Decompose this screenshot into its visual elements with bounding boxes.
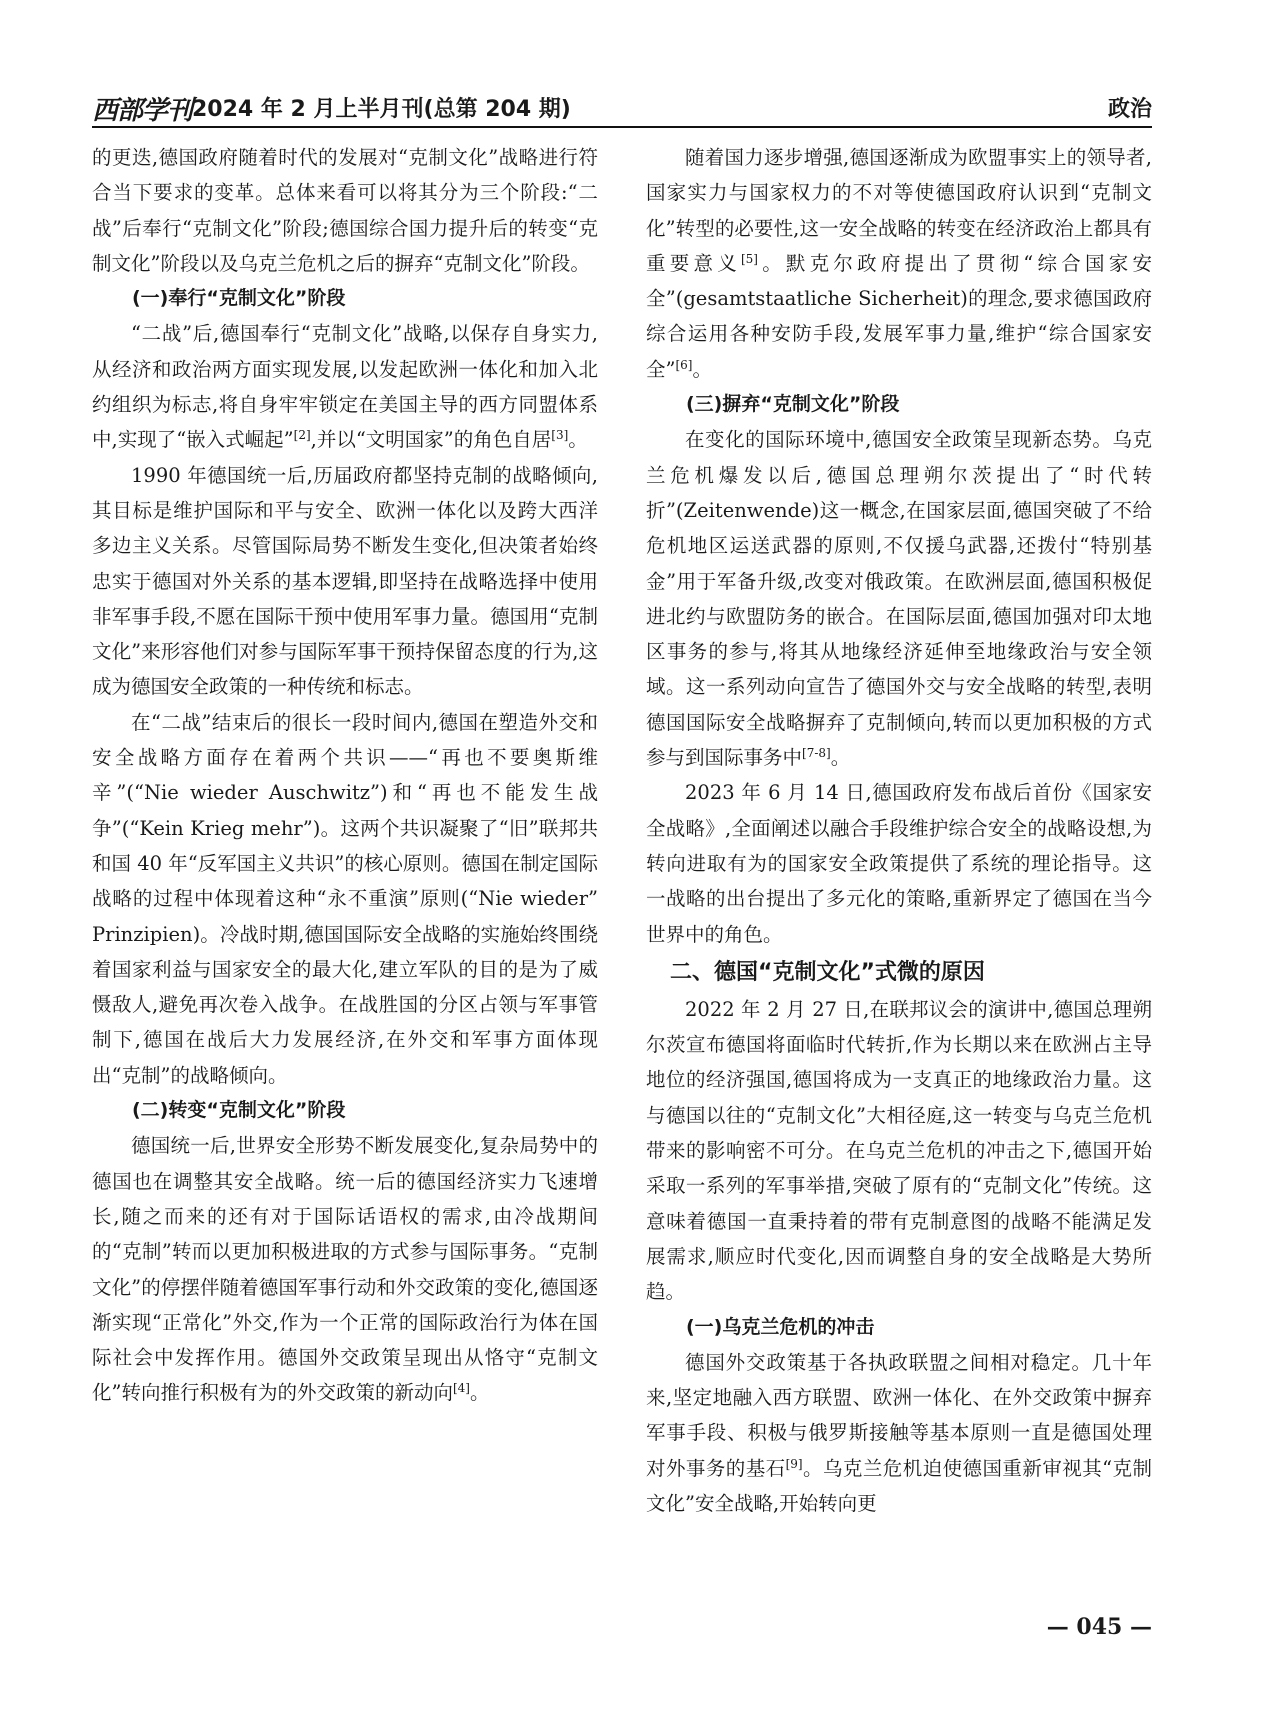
issue-info: 2024 年 2 月上半月刊(总第 204 期) [192, 97, 571, 122]
citation-mark[interactable]: [2] [293, 428, 311, 443]
citation-mark[interactable]: [4] [452, 1381, 470, 1396]
header-rule [92, 126, 1152, 128]
citation-mark[interactable]: [5] [740, 251, 758, 266]
citation-mark[interactable]: [9] [785, 1456, 803, 1471]
paragraph: 在变化的国际环境中,德国安全政策呈现新态势。乌克兰危机爆发以后,德国总理朔尔茨提出了“时代转折”(Zeitenwende)这一概念,在国家层面,德国突破了不给危机地区运送武器的原则,不仅援乌武器,还拨付“特别基金”用于军备升级,改变对俄政策。在欧洲层面,德国积极促进北约与欧盟防务的嵌合。在国际层面,德国加强对印太地区事务的参与,将其从地缘经济延伸至地缘政治与安全领域。这一系列动向宣告了德国外交与安全战略的转型,表明德国国际安全战略摒弃了克制倾向,转而以更加积极的方式参与到国际事务中[7-8]。 [646, 428, 1152, 770]
section-label: 政治 [1107, 97, 1152, 122]
section-heading: 二、德国“克制文化”式微的原因 [670, 959, 985, 985]
subsection-heading: (一)奉行“克制文化”阶段 [132, 287, 346, 310]
paragraph: 随着国力逐步增强,德国逐渐成为欧盟事实上的领导者,国家实力与国家权力的不对等使德国政府认识到“克制文化”转型的必要性,这一安全战略的转变在经济政治上都具有重要意义[5]。默克尔政府提出了贯彻“综合国家安全”(gesamtstaatliche Sicherheit)的理念,要求德国政府综合运用各种安防手段,发展军事力量,维护“综合国家安全”[6]。 [646, 146, 1152, 381]
subsection-heading: (二)转变“克制文化”阶段 [132, 1099, 346, 1122]
paragraph: 2022 年 2 月 27 日,在联邦议会的演讲中,德国总理朔尔茨宣布德国将面临时代转折,作为长期以来在欧洲占主导地位的经济强国,德国将成为一支真正的地缘政治力量。这与德国以往的“克制文化”大相径庭,这一转变与乌克兰危机带来的影响密不可分。在乌克兰危机的冲击之下,德国开始采取一系列的军事举措,突破了原有的“克制文化”传统。这意味着德国一直秉持着的带有克制意图的战略不能满足发展需求,顺应时代变化,因而调整自身的安全战略是大势所趋。 [646, 997, 1152, 1304]
paragraph: 的更迭,德国政府随着时代的发展对“克制文化”战略进行符合当下要求的变革。总体来看可以将其分为三个阶段:“二战”后奉行“克制文化”阶段;德国综合国力提升后的转变“克制文化”阶段以及乌克兰危机之后的摒弃“克制文化”阶段。 [92, 146, 598, 275]
subsection-heading: (一)乌克兰危机的冲击 [686, 1315, 875, 1338]
paragraph: 德国外交政策基于各执政联盟之间相对稳定。几十年来,坚定地融入西方联盟、欧洲一体化、在外交政策中摒弃军事手段、积极与俄罗斯接触等基本原则一直是德国处理对外事务的基石[9]。乌克兰危机迫使德国重新审视其“克制文化”安全战略,开始转向更 [646, 1350, 1152, 1515]
right-column [646, 140, 1152, 1610]
paragraph: 在“二战”结束后的很长一段时间内,德国在塑造外交和安全战略方面存在着两个共识——“再也不要奥斯维辛”(“Nie wieder Auschwitz”)和“再也不能发生战争”(“Kein Krieg mehr”)。这两个共识凝聚了“旧”联邦共和国 40 年“反军国主义共识”的核心原则。德国在制定国际战略的过程中体现着这种“永不重演”原则(“Nie wieder” Prinzipien)。冷战时期,德国国际安全战略的实施始终围绕着国家利益与国家安全的最大化,建立军队的目的是为了威慑敌人,避免再次卷入战争。在战胜国的分区占领与军事管制下,德国在战后大力发展经济,在外交和军事方面体现出“克制”的战略倾向。 [92, 710, 598, 1087]
citation-mark[interactable]: [3] [551, 428, 569, 443]
page-number: — 045 — [1046, 1614, 1152, 1640]
journal-logo: 西部学刊 [92, 96, 193, 126]
paragraph: 2023 年 6 月 14 日,德国政府发布战后首份《国家安全战略》,全面阐述以融合手段维护综合安全的战略设想,为转向进取有为的国家安全政策提供了系统的理论指导。这一战略的出台提出了多元化的策略,重新界定了德国在当今世界中的角色。 [646, 781, 1152, 946]
paragraph: 德国统一后,世界安全形势不断发展变化,复杂局势中的德国也在调整其安全战略。统一后的德国经济实力飞速增长,随之而来的还有对于国际话语权的需求,由冷战期间的“克制”转而以更加积极进取的方式参与国际事务。“克制文化”的停摆伴随着德国军事行动和外交政策的变化,德国逐渐实现“正常化”外交,作为一个正常的国际政治行为体在国际社会中发挥作用。德国外交政策呈现出从恪守“克制文化”转向推行积极有为的外交政策的新动向[4]。 [92, 1134, 598, 1405]
page-header [92, 84, 1152, 124]
subsection-heading: (三)摒弃“克制文化”阶段 [686, 393, 900, 416]
paragraph: 1990 年德国统一后,历届政府都坚持克制的战略倾向,其目标是维护国际和平与安全、欧洲一体化以及跨大西洋多边主义关系。尽管国际局势不断发生变化,但决策者始终忠实于德国对外关系的基本逻辑,即坚持在战略选择中使用非军事手段,不愿在国际干预中使用军事力量。德国用“克制文化”来形容他们对参与国际军事干预持保留态度的行为,这成为德国安全政策的一种传统和标志。 [92, 463, 598, 699]
citation-mark[interactable]: [7-8] [802, 746, 831, 761]
paragraph: “二战”后,德国奉行“克制文化”战略,以保存自身实力,从经济和政治两方面实现发展,以发起欧洲一体化和加入北约组织为标志,将自身牢牢锁定在美国主导的西方同盟体系中,实现了“嵌入式崛起”[2],并以“文明国家”的角色自居[3]。 [92, 322, 598, 452]
left-column [92, 140, 598, 1610]
citation-mark[interactable]: [6] [675, 357, 693, 372]
